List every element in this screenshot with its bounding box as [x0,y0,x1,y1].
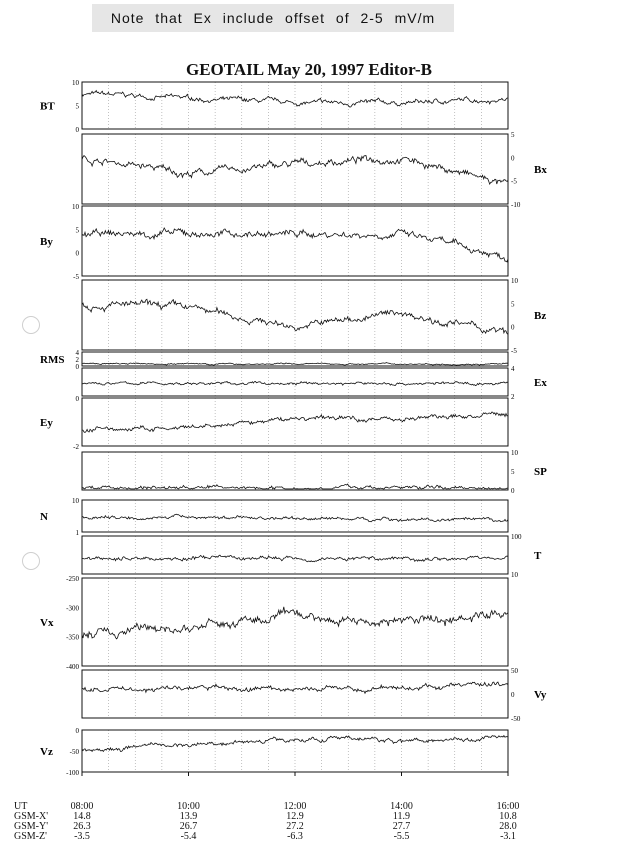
y-tick-label: -2 [73,443,79,451]
series-line-vz [82,736,508,752]
y-tick-label: 0 [511,691,515,699]
panel-bx [82,131,547,209]
panel-ey [40,395,508,451]
y-tick-label: 5 [511,131,515,139]
y-tick-label: 100 [511,533,522,541]
footer-label-gsm-z: GSM-Z' [14,831,47,842]
y-tick-label: 5 [75,226,79,235]
footer-y-value: 27.2 [286,821,304,832]
panel-ex [82,365,547,401]
footer-z-value: -5.5 [393,831,410,842]
footer-label-gsm-y: GSM-Y' [14,821,49,832]
footer-z-value: -3.1 [500,831,516,842]
panel-vz [40,727,508,777]
footer-label-gsm-x: GSM-X' [14,811,49,822]
y-tick-label: -400 [66,663,79,671]
panel-bt [40,79,508,134]
footer-y-value: 28.0 [499,821,517,832]
y-tick-label: 5 [75,102,79,111]
panel-label: By [40,236,53,248]
y-tick-label: -250 [66,575,79,583]
y-tick-label: 0 [75,395,79,403]
y-tick-label: 0 [511,154,515,163]
y-tick-label: -100 [66,769,79,777]
y-tick-label: 0 [75,126,79,134]
footer-y-value: 26.3 [73,821,91,832]
y-tick-label: 10 [72,497,79,505]
panel-label: Vy [534,689,547,701]
panel-t [82,533,542,579]
y-tick-label: 5 [511,468,515,476]
y-tick-label: 0 [511,487,515,495]
footer-ut-value: 12:00 [283,801,307,812]
y-tick-label: -5 [511,177,517,186]
panel-label: BT [40,100,55,113]
panel-label: SP [534,466,547,478]
footer-x-value: 10.8 [499,811,517,822]
panel-label: Vz [40,746,53,758]
panel-vy [82,667,547,723]
y-tick-label: 0 [511,323,515,332]
panel-frame [82,280,508,350]
panel-label: N [40,511,48,523]
y-tick-label: 1 [75,529,79,537]
panel-label: Bz [534,310,547,322]
footer-label-ut: UT [14,801,28,812]
y-tick-label: 10 [511,571,518,579]
y-tick-label: 0 [75,727,79,735]
offset-note: Note that Ex include offset of 2-5 mV/m [92,4,454,32]
y-tick-label: -350 [66,633,79,642]
footer-z-value: -5.4 [180,831,197,842]
y-tick-label: 10 [72,79,79,87]
y-tick-label: 50 [511,667,518,675]
footer-z-value: -3.5 [74,831,90,842]
y-tick-label: -10 [511,201,521,209]
series-line-ex [82,381,508,385]
y-tick-label: -300 [66,604,79,613]
panel-frame [82,368,508,396]
y-tick-label: -50 [511,715,521,723]
panel-vx [40,575,508,671]
y-tick-label: 0 [75,363,79,371]
y-tick-label: 4 [75,349,79,357]
footer-x-value: 11.9 [392,811,411,822]
panel-by [40,203,508,281]
panel-label: T [534,550,542,562]
footer-ut-value: 16:00 [496,801,520,812]
chart-title: GEOTAIL May 20, 1997 Editor-B [185,60,433,79]
footer-x-value: 14.8 [73,811,91,822]
y-tick-label: 10 [511,277,518,285]
y-tick-label: 5 [511,300,515,309]
panel-bz [82,277,546,355]
y-tick-label: 4 [511,365,515,373]
footer-x-value: 12.9 [286,811,304,822]
panel-label: Ex [534,377,547,389]
footer-ut-value: 10:00 [177,801,200,812]
panel-label: RMS [40,354,65,366]
footer-ut-value: 14:00 [390,801,413,812]
footer-y-value: 27.7 [392,821,411,832]
panel-label: Bx [534,164,547,176]
y-tick-label: 2 [511,393,515,401]
y-tick-label: -50 [69,748,79,756]
footer-x-value: 13.9 [179,811,198,822]
panel-sp [82,449,547,495]
panel-label: Vx [40,617,54,629]
series-line-bt [82,91,508,108]
y-tick-label: 0 [75,249,79,258]
panel-label: Ey [40,417,53,429]
y-tick-label: -5 [511,347,517,355]
y-tick-label: 10 [72,203,79,211]
footer-ut-value: 08:00 [70,801,94,812]
footer-y-value: 26.7 [179,821,198,832]
panel-n [40,497,508,537]
y-tick-label: -5 [73,273,79,281]
y-tick-label: 10 [511,449,518,457]
footer-z-value: -6.3 [287,831,303,842]
y-tick-label: 2 [75,356,79,364]
